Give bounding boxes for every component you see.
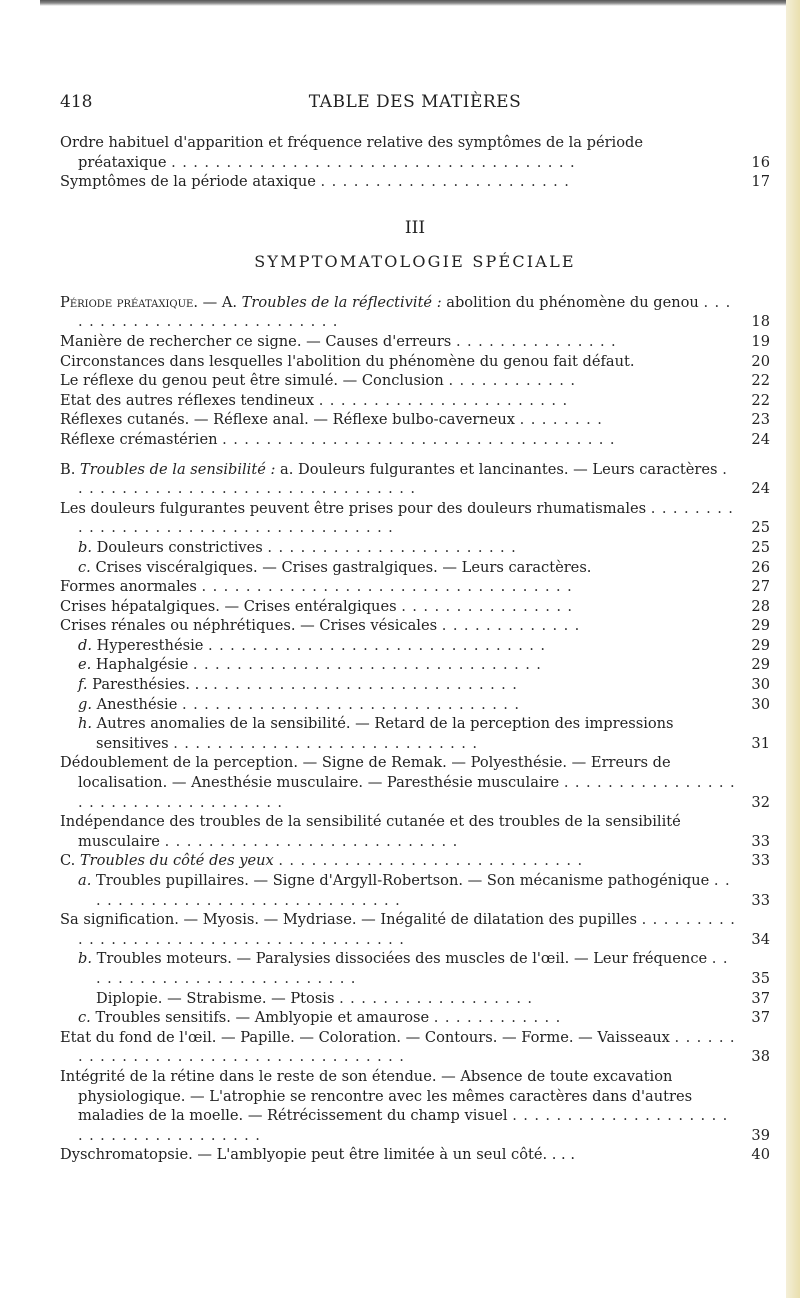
entry-text: Douleurs constrictives	[91, 538, 263, 556]
toc-entry	[60, 558, 770, 578]
entry-page: 19	[751, 332, 770, 350]
toc-entry	[60, 597, 770, 617]
toc-entry	[60, 371, 770, 391]
entry-italic: c.	[78, 558, 91, 576]
dot-leader: . . . . . . . . . . . . . . . . . . . . . . . . . . . . . . . . . . . . .	[78, 1107, 729, 1144]
dot-leader: . . . . . . . . . . . . . . . . . . . . . . . . . . . . . . .	[182, 695, 520, 713]
entry-page: 23	[751, 411, 770, 429]
entry-text: Les douleurs fulgurantes peuvent être prises pour des douleurs rhumatismales	[60, 499, 647, 517]
entry-text: Circonstances dans lesquelles l'abolition du phénomène du genou fait défaut.	[60, 352, 635, 370]
entry-text: — A.	[197, 293, 242, 311]
part-title: SYMPTOMATOLOGIE SPÉCIALE	[254, 251, 576, 271]
toc-entry	[60, 812, 770, 851]
dot-leader: . . . . . . . . . . . .	[433, 1009, 562, 1027]
dot-leader: . . . . . . . . . . . . . . . . . . . . . . . . . . . . . . . .	[192, 656, 542, 674]
entry-text: Intégrité de la rétine dans le reste de son étendue. — Absence de toute excavation physiologique. — L'atrophie se rencontre avec les mêmes caractères dans d'autres maladies de la moelle. — Rétrécissement du champ visuel	[60, 1067, 693, 1125]
dot-leader: . . . . . . . . . . . . . . . . . . . . . . .	[318, 391, 568, 409]
entry-text: Etat des autres réflexes tendineux	[60, 391, 315, 409]
entry-italic: Troubles de la sensibilité :	[80, 460, 276, 478]
toc-entry	[60, 910, 770, 949]
toc-entry	[60, 949, 770, 988]
part-number: III	[404, 217, 426, 238]
dot-leader: . . . . . . . . . . . . .	[441, 617, 581, 635]
entry-page: 22	[751, 391, 770, 409]
toc-entry	[60, 577, 770, 597]
entry-page: 24	[751, 480, 770, 498]
entry-page: 30	[751, 695, 770, 713]
entry-page: 37	[751, 989, 770, 1007]
entry-text: Le réflexe du genou peut être simulé. — Conclusion	[60, 372, 444, 390]
toc-entry	[60, 410, 770, 430]
dot-leader: . . . . . . . . . . . . . . . .	[401, 597, 573, 615]
entry-text: Réflexe crémastérien	[60, 430, 218, 448]
entry-page: 25	[751, 538, 770, 556]
entry-italic: b.	[78, 538, 92, 556]
dot-leader: . . . . . . . .	[519, 411, 603, 429]
running-title: TABLE DES MATIÈRES	[308, 92, 522, 112]
toc-entry	[60, 352, 770, 372]
toc-entry	[60, 1145, 770, 1165]
toc-entry	[60, 293, 770, 332]
toc-entry	[60, 655, 770, 675]
entry-italic: g.	[78, 695, 92, 713]
entry-text: Réflexes cutanés. — Réflexe anal. — Réflexe bulbo-caverneux	[60, 411, 516, 429]
entry-text: Etat du fond de l'œil. — Papille. — Coloration. — Contours. — Forme. — Vaisseaux	[60, 1028, 670, 1046]
entry-text: Indépendance des troubles de la sensibilité cutanée et des troubles de la sensibilité musculaire	[60, 813, 681, 850]
toc-entry	[60, 753, 770, 812]
entry-italic: a.	[78, 872, 92, 889]
dot-leader: . . . . . . . . . . . . . . . . . . . . . . . . . . . . . . . .	[78, 460, 728, 498]
entry-page: 18	[751, 313, 770, 331]
dot-leader: . . . . . . . . . . . . . . . . . . . . . . . . . . .	[78, 293, 732, 331]
toc-entry	[60, 714, 770, 753]
dot-leader: . . . . . . . . . . . . . . . . . . . . . . . . . .	[96, 950, 729, 987]
dot-leader: . . . . . . . . . . . . . . . . . . . . . . . . . . . . . . .	[208, 636, 546, 654]
entry-page: 38	[751, 1048, 770, 1066]
toc-entry	[60, 391, 770, 411]
entry-italic: h.	[78, 715, 93, 733]
toc-entry	[60, 851, 770, 871]
entry-page: 33	[751, 852, 770, 870]
entry-italic: c.	[78, 1009, 91, 1027]
entry-page: 35	[751, 969, 770, 987]
entry-text: Troubles sensitifs. — Amblyopie et amaurose	[90, 1009, 430, 1027]
toc-entry	[60, 499, 770, 538]
toc-entry	[60, 172, 770, 192]
entry-text: Hyperesthésie	[91, 636, 204, 654]
entry-page: 33	[751, 891, 770, 909]
entry-italic: Troubles du côté des yeux	[79, 852, 274, 870]
entry-text: abolition du phénomène du genou	[441, 293, 699, 311]
dot-leader: . . . . . . . . . . . . . . . . . . . . . . . . . . . . . . . . . . . . .	[78, 499, 734, 537]
toc-entry	[60, 1067, 770, 1145]
entry-page: 17	[751, 173, 770, 191]
entry-page: 29	[751, 617, 770, 635]
entry-text: Crises viscéralgiques. — Crises gastralgiques. — Leurs caractères.	[90, 558, 592, 576]
entry-italic: e.	[78, 656, 92, 674]
toc-entry	[60, 133, 770, 172]
entry-text: a. Douleurs fulgurantes et lancinantes. — Leurs caractères	[275, 460, 718, 478]
spacer	[60, 450, 770, 460]
entry-text: Crises hépatalgiques. — Crises entéralgiques	[60, 597, 397, 615]
entry-page: 33	[751, 832, 770, 850]
dot-leader: . . . . . . . . . . . . . . . . . . . . . . . . . . . . . . . . . . . .	[222, 430, 616, 448]
entry-page: 26	[751, 558, 770, 576]
entry-page: 27	[751, 578, 770, 596]
entry-page: 16	[751, 153, 770, 171]
toc-entry	[60, 538, 770, 558]
entry-text: Symptômes de la période ataxique	[60, 173, 316, 191]
dot-leader: . . . . . . . . . . . . . . . . . . . . . . . . . . . . . . . . . . .	[78, 774, 736, 811]
dot-leader: . . . . . . . . . . . . . . . . . . . . . . .	[267, 538, 517, 556]
entry-page: 22	[751, 372, 770, 390]
dot-leader: . . . . . . . . . . . . . . . . . . . . . . . . . . . .	[173, 734, 478, 752]
page-number: 418	[60, 92, 93, 112]
entry-text: Troubles pupillaires. — Signe d'Argyll-Robertson. — Son mécanisme pathogénique	[91, 872, 710, 889]
entry-text: Paresthésies. . .	[87, 676, 209, 694]
entry-page: 25	[751, 519, 770, 537]
entry-page: 31	[751, 734, 770, 752]
toc-entry	[60, 332, 770, 352]
entry-page: 30	[751, 676, 770, 694]
entry-page: 40	[751, 1146, 770, 1164]
entry-italic: d.	[78, 636, 92, 654]
entry-text: Troubles moteurs. — Paralysies dissociées des muscles de l'œil. — Leur fréquence	[91, 950, 708, 968]
dot-leader: . . . . . . . . . . . . . . . . . .	[339, 989, 533, 1007]
entry-page: 39	[751, 1126, 770, 1144]
dot-leader: . . . . . . . . . . . . . . .	[455, 332, 617, 350]
entry-text: Anesthésie	[91, 695, 178, 713]
entry-italic: f.	[78, 676, 88, 694]
dot-leader: . . . . . . . . . . . . . . . . . . . . . . . . . . . .	[213, 676, 518, 694]
entry-text: Autres anomalies de la sensibilité. — Retard de la perception des impressions sensitives	[92, 715, 674, 752]
entry-text: Crises rénales ou néphrétiques. — Crises vésicales	[60, 617, 438, 635]
dot-leader: . . . . . . . . . . . . . . . . . . . . . . . . . . . . . . . . . . . . . . .	[78, 911, 736, 948]
dot-leader: . . . . . . . . . . . . . . . . . . . . . . . . . . . . . .	[96, 872, 731, 909]
dot-leader: . . . . . . . . . . . . . . . . . . . . . . . . . . . .	[278, 852, 584, 870]
toc-entry	[60, 636, 770, 656]
entry-text: Diplopie. — Strabisme. — Ptosis	[96, 989, 335, 1007]
entry-text: Sa signification. — Myosis. — Mydriase. — Inégalité de dilatation des pupilles	[60, 911, 637, 929]
entry-text: Dédoublement de la perception. — Signe de Remak. — Polyesthésie. — Erreurs de localisation. — Anesthésie musculaire. — Paresthésie musculaire	[60, 754, 671, 792]
entry-italic: b.	[78, 950, 92, 968]
entry-italic: Troubles de la réflectivité :	[241, 293, 442, 311]
scan-edge-right	[786, 0, 800, 1298]
entry-smallcaps: Période préataxique.	[60, 293, 198, 311]
entry-page: 24	[751, 430, 770, 448]
entry-page: 20	[751, 352, 770, 370]
dot-leader: . . . . . . . . . . . . . . . . . . . . . . . . . . . . . . . . . . . .	[78, 1028, 736, 1066]
entry-page: 29	[751, 636, 770, 654]
toc-entry	[60, 616, 770, 636]
entry-page: 34	[751, 930, 770, 948]
toc-entry	[60, 460, 770, 499]
dot-leader: . . . . . . . . . . . . . . . . . . . . . . .	[320, 173, 570, 191]
entry-text: Haphalgésie	[91, 656, 189, 674]
toc-entry	[60, 989, 770, 1009]
dot-leader: . . . . . . . . . . . . . . . . . . . . . . . . . . . . . . . . . . . . .	[171, 153, 576, 171]
entry-page: 37	[751, 1009, 770, 1027]
entry-page: 29	[751, 656, 770, 674]
toc-entry	[60, 871, 770, 910]
toc-entry	[60, 675, 770, 695]
entry-page: 32	[751, 793, 770, 811]
entry-text: Dyschromatopsie. — L'amblyopie peut être limitée à un seul côté. . . .	[60, 1146, 575, 1164]
toc-content	[60, 133, 770, 1165]
entry-text: Formes anormales	[60, 578, 197, 596]
dot-leader: . . . . . . . . . . . . . . . . . . . . . . . . . . .	[164, 832, 459, 850]
page-header	[60, 92, 770, 118]
toc-entry	[60, 1008, 770, 1028]
toc-entry	[60, 1028, 770, 1067]
entry-text: B.	[60, 460, 81, 478]
entry-text: Manière de rechercher ce signe. — Causes d'erreurs	[60, 332, 452, 350]
scan-edge-top	[40, 0, 800, 6]
entry-text: Ordre habituel d'apparition et fréquence relative des symptômes de la période préataxique	[60, 134, 643, 171]
toc-entry	[60, 695, 770, 715]
entry-text: C.	[60, 852, 80, 870]
entry-page: 28	[751, 597, 770, 615]
dot-leader: . . . . . . . . . . . .	[448, 372, 576, 390]
dot-leader: . . . . . . . . . . . . . . . . . . . . . . . . . . . . . . . . . .	[201, 578, 573, 596]
toc-entry	[60, 430, 770, 450]
